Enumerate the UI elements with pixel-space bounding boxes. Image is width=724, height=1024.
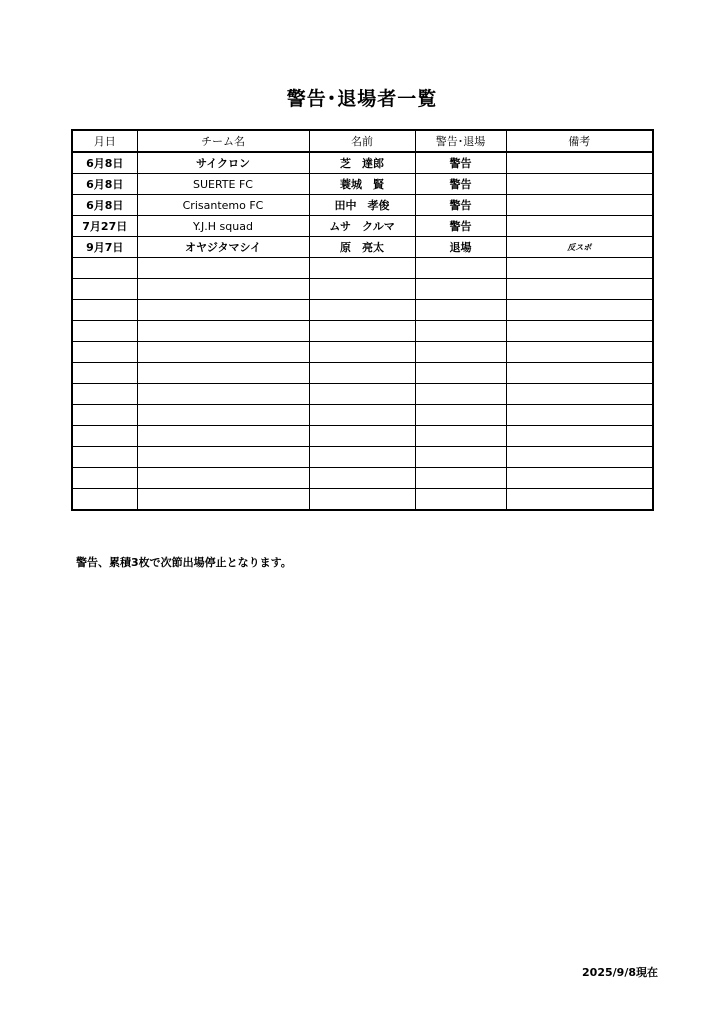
column-header-team: チーム名 <box>137 130 309 152</box>
empty-cell <box>72 426 137 447</box>
cell-team: オヤジタマシイ <box>137 237 309 258</box>
suspension-rule-note: 警告、累積3枚で次節出場停止となります。 <box>76 556 292 569</box>
table-row-empty <box>72 489 653 511</box>
cell-status: 警告 <box>415 152 506 174</box>
empty-cell <box>72 468 137 489</box>
empty-cell <box>506 279 653 300</box>
empty-cell <box>506 384 653 405</box>
column-header-status: 警告･退場 <box>415 130 506 152</box>
empty-cell <box>137 279 309 300</box>
empty-cell <box>309 426 415 447</box>
cell-status: 警告 <box>415 216 506 237</box>
empty-cell <box>309 363 415 384</box>
cell-team: Y.J.H squad <box>137 216 309 237</box>
column-header-date: 月日 <box>72 130 137 152</box>
cell-name: 原 亮太 <box>309 237 415 258</box>
table-row <box>72 216 653 237</box>
empty-cell <box>506 489 653 511</box>
empty-cell <box>309 405 415 426</box>
page-title: 警告･退場者一覧 <box>286 88 438 110</box>
empty-cell <box>72 405 137 426</box>
empty-cell <box>72 363 137 384</box>
table-row-empty <box>72 468 653 489</box>
empty-cell <box>309 342 415 363</box>
empty-cell <box>415 468 506 489</box>
table-row <box>72 237 653 258</box>
table-row-empty <box>72 321 653 342</box>
cell-team: Crisantemo FC <box>137 195 309 216</box>
table-row-empty <box>72 342 653 363</box>
empty-cell <box>309 258 415 279</box>
cell-note <box>506 174 653 195</box>
empty-cell <box>506 258 653 279</box>
empty-cell <box>309 468 415 489</box>
empty-cell <box>137 342 309 363</box>
warnings-table <box>71 129 654 511</box>
cell-note <box>506 152 653 174</box>
table-row-empty <box>72 258 653 279</box>
table-header-row <box>72 130 653 152</box>
table-row <box>72 195 653 216</box>
cell-team: SUERTE FC <box>137 174 309 195</box>
empty-cell <box>309 489 415 511</box>
empty-cell <box>309 321 415 342</box>
empty-cell <box>137 468 309 489</box>
empty-cell <box>137 363 309 384</box>
empty-cell <box>137 426 309 447</box>
cell-note <box>506 195 653 216</box>
table-row-empty <box>72 447 653 468</box>
cell-status: 退場 <box>415 237 506 258</box>
cell-date: 9月7日 <box>72 237 137 258</box>
empty-cell <box>506 426 653 447</box>
column-header-note: 備考 <box>506 130 653 152</box>
empty-cell <box>137 300 309 321</box>
cell-date: 6月8日 <box>72 195 137 216</box>
empty-cell <box>72 321 137 342</box>
empty-cell <box>506 363 653 384</box>
empty-cell <box>415 489 506 511</box>
column-header-name: 名前 <box>309 130 415 152</box>
empty-cell <box>415 384 506 405</box>
empty-cell <box>72 342 137 363</box>
cell-status: 警告 <box>415 195 506 216</box>
empty-cell <box>415 258 506 279</box>
cell-date: 6月8日 <box>72 174 137 195</box>
table-row <box>72 152 653 174</box>
empty-cell <box>415 321 506 342</box>
table-row-empty <box>72 384 653 405</box>
empty-cell <box>415 447 506 468</box>
empty-cell <box>72 384 137 405</box>
empty-cell <box>72 279 137 300</box>
empty-cell <box>309 300 415 321</box>
table-row-empty <box>72 426 653 447</box>
table-row <box>72 174 653 195</box>
empty-cell <box>506 321 653 342</box>
cell-name: 田中 孝俊 <box>309 195 415 216</box>
table-row-empty <box>72 300 653 321</box>
empty-cell <box>506 468 653 489</box>
table-row-empty <box>72 363 653 384</box>
empty-cell <box>506 342 653 363</box>
empty-cell <box>72 300 137 321</box>
empty-cell <box>415 300 506 321</box>
empty-cell <box>137 447 309 468</box>
empty-cell <box>72 447 137 468</box>
empty-cell <box>137 384 309 405</box>
as-of-date: 2025/9/8現在 <box>582 966 658 979</box>
empty-cell <box>415 363 506 384</box>
empty-cell <box>309 447 415 468</box>
table-row-empty <box>72 279 653 300</box>
empty-cell <box>137 321 309 342</box>
empty-cell <box>415 405 506 426</box>
empty-cell <box>415 426 506 447</box>
cell-name: 芝 達郎 <box>309 152 415 174</box>
empty-cell <box>72 258 137 279</box>
empty-cell <box>506 300 653 321</box>
empty-cell <box>415 342 506 363</box>
empty-cell <box>309 384 415 405</box>
empty-cell <box>415 279 506 300</box>
cell-name: ムサ クルマ <box>309 216 415 237</box>
cell-note <box>506 216 653 237</box>
empty-cell <box>506 447 653 468</box>
empty-cell <box>309 279 415 300</box>
cell-date: 7月27日 <box>72 216 137 237</box>
empty-cell <box>72 489 137 511</box>
cell-date: 6月8日 <box>72 152 137 174</box>
empty-cell <box>137 489 309 511</box>
empty-cell <box>506 405 653 426</box>
table-row-empty <box>72 405 653 426</box>
cell-team: サイクロン <box>137 152 309 174</box>
cell-name: 蓑城 賢 <box>309 174 415 195</box>
empty-cell <box>137 258 309 279</box>
cell-note: 反スポ <box>506 237 653 258</box>
empty-cell <box>137 405 309 426</box>
cell-status: 警告 <box>415 174 506 195</box>
